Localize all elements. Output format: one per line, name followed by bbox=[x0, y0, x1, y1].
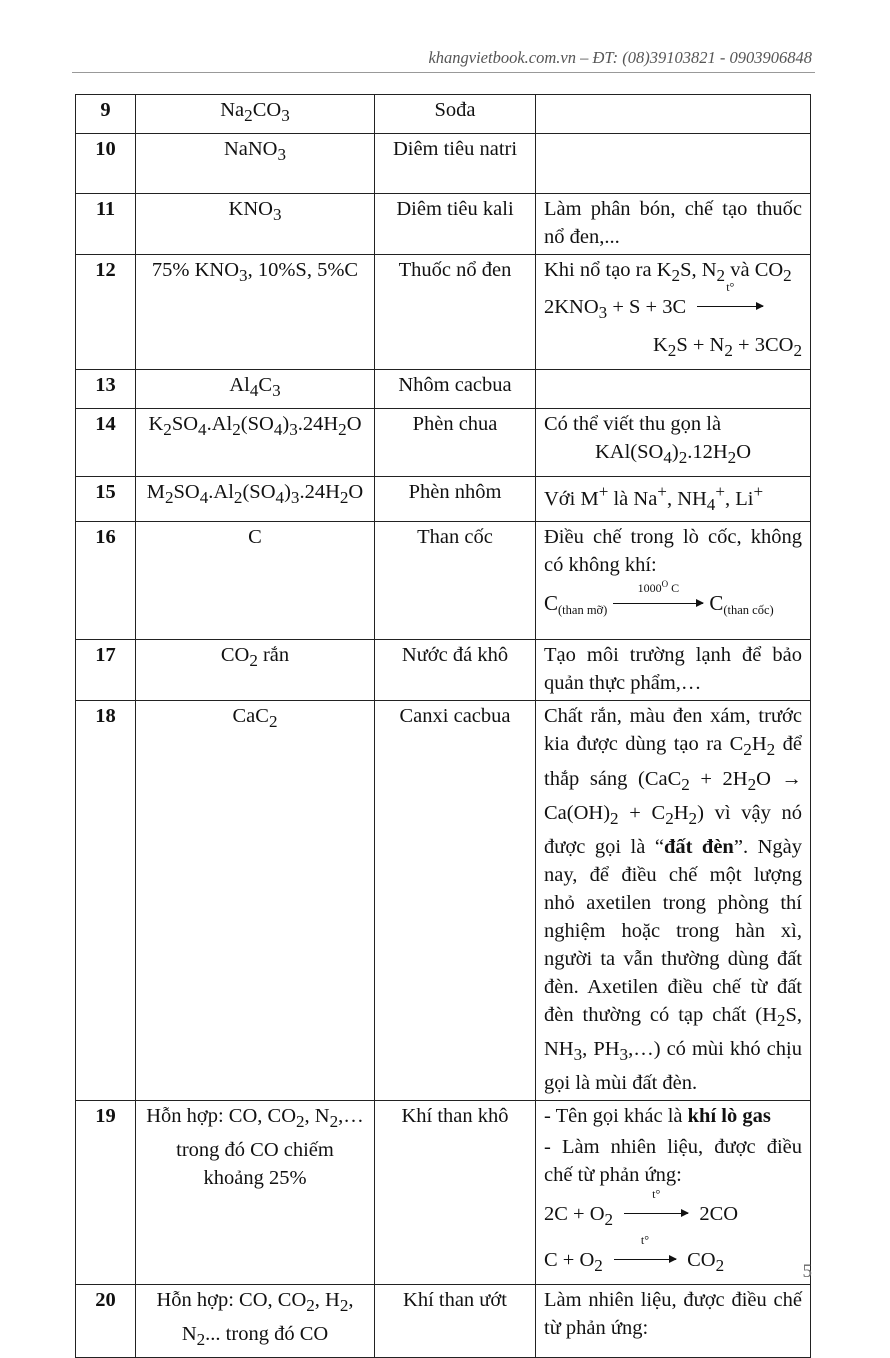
row-number: 10 bbox=[76, 134, 136, 194]
table-row bbox=[76, 1285, 811, 1358]
common-name: Diêm tiêu kali bbox=[375, 194, 536, 255]
header-rule bbox=[72, 72, 815, 73]
note bbox=[536, 1100, 811, 1284]
composition-d: ... trong đó CO bbox=[205, 1323, 329, 1346]
note-p5: …) có mùi khó chịu gọi là mùi đất đèn. bbox=[544, 1037, 802, 1094]
table-row bbox=[76, 640, 811, 701]
common-name: Khí than ướt bbox=[375, 1285, 536, 1358]
arrow-label: t° bbox=[726, 280, 735, 295]
common-name: Nhôm cacbua bbox=[375, 370, 536, 409]
note bbox=[536, 134, 811, 194]
note-c: và CO bbox=[725, 259, 784, 282]
note: Chất rắn, màu đen xám, trước kia được dùng tạo ra $C_2H_2$ để thắp sáng $(CaC_2 + 2H_2O \to Ca(OH)_2 + C_2H_2)$ vì vậy nó được gọi là “đất đèn”. Ngày nay, để điều chế một lượng nhỏ axetilen trong phòng thí nghiệm hoặc trong hàn xì, người ta vẫn thường dùng đất đèn. Axetilen điều chế từ đất đèn thường có tạp chất ($H_2S$, $NH_3$, $PH_3,\dots$) có mùi khó chịu gọi là mùi đất đèn. bbox=[536, 701, 811, 1100]
note-line1: - Tên gọi khác là bbox=[544, 1104, 688, 1127]
page-number: 5 bbox=[802, 1261, 812, 1282]
row-number: 18 bbox=[76, 701, 136, 1100]
note-p2: để thắp sáng (CaC bbox=[544, 733, 802, 790]
common-name: Thuốc nổ đen bbox=[375, 255, 536, 370]
reaction-equation: $2KNO_3 + S + 3C$ t° bbox=[544, 292, 802, 328]
note-d: , Li bbox=[724, 487, 754, 510]
note: Tạo môi trường lạnh để bảo quản thực phẩm,… bbox=[536, 640, 811, 701]
formula: Hỗn hợp: CO, $CO_2$, $H_2$, $N_2$... trong đó CO bbox=[136, 1285, 375, 1358]
common-name: Sođa bbox=[375, 95, 536, 134]
row-number: 15 bbox=[76, 476, 136, 522]
reaction-arrow bbox=[697, 280, 763, 322]
common-name: Khí than khô bbox=[375, 1100, 536, 1284]
row-number: 20 bbox=[76, 1285, 136, 1358]
note: Làm phân bón, chế tạo thuốc nổ đen,... bbox=[536, 194, 811, 255]
note-b: S, N bbox=[680, 259, 717, 282]
page-header: khangvietbook.com.vn – ĐT: (08)39103821 - 0903906848 bbox=[428, 48, 812, 67]
formula-suffix: rắn bbox=[257, 644, 290, 667]
reaction-arrow bbox=[613, 579, 703, 617]
note-a: Với M bbox=[544, 487, 599, 510]
formula: $K_2SO_4.Al_2(SO_4)_3.24H_2O$ bbox=[136, 409, 375, 476]
common-name: Canxi cacbua bbox=[375, 701, 536, 1100]
formula: $Al_4C_3$ bbox=[136, 370, 375, 409]
row-number: 19 bbox=[76, 1100, 136, 1284]
note-p4: ”. Ngày nay, để điều chế một lượng nhỏ axetilen trong phòng thí nghiệm hoặc trong hàn xì, người ta vẫn thường dùng đất đèn. Axetilen điều chế từ đất đèn thường có tạp chất (H bbox=[544, 835, 802, 1026]
reaction-products: $K_2S + N_2 + 3CO_2$ bbox=[652, 334, 802, 361]
formula: $KNO_3$ bbox=[136, 194, 375, 255]
composition-c: ,… trong đó CO chiếm khoảng 25% bbox=[176, 1104, 364, 1190]
composition-b: , N bbox=[304, 1104, 330, 1127]
note: Khi nổ tạo ra $K_2S$, $N_2$ và $CO_2$ $2KNO_3 + S + 3C$ t° $K_2S + N_2 + 3CO_2$ bbox=[536, 255, 811, 370]
note bbox=[536, 522, 811, 640]
composition-a: Hỗn hợp: CO, CO bbox=[156, 1289, 307, 1312]
table-row bbox=[76, 409, 811, 476]
row-number: 9 bbox=[76, 95, 136, 134]
formula: $M_2SO_4.Al_2(SO_4)_3.24H_2O$ bbox=[136, 476, 375, 522]
arrow-label: t° bbox=[640, 1233, 650, 1248]
subscript-from: (than mỡ) bbox=[558, 603, 608, 618]
note bbox=[536, 409, 811, 476]
common-name: Phèn nhôm bbox=[375, 476, 536, 522]
note-line2: - Làm nhiên liệu, được điều chế từ phản ứng: bbox=[544, 1135, 802, 1186]
nomenclature-table bbox=[75, 94, 811, 1358]
reaction-arrow bbox=[624, 1186, 688, 1229]
note-p3: ) vì vậy nó được gọi là “ bbox=[544, 801, 802, 858]
table-row bbox=[76, 370, 811, 409]
table-row bbox=[76, 95, 811, 134]
note-text: Có thể viết thu gọn là bbox=[544, 413, 722, 436]
note-p1: Chất rắn, màu đen xám, trước kia được dùng tạo ra C bbox=[544, 705, 802, 756]
composition-b: , 10%S, 5%C bbox=[247, 259, 359, 282]
row-number: 14 bbox=[76, 409, 136, 476]
reaction-equation-2: $C + O_2$ t° $CO_2$ bbox=[544, 1233, 725, 1276]
composition-a: 75% KNO bbox=[151, 259, 240, 282]
note: Làm nhiên liệu, được điều chế từ phản ứng: bbox=[536, 1285, 811, 1358]
reaction-equation-1: $2C + O_2$ t° 2CO bbox=[544, 1186, 739, 1230]
table-row bbox=[76, 134, 811, 194]
note-b: là Na bbox=[608, 487, 658, 510]
arrow-label: $1000^O$ C bbox=[637, 579, 680, 596]
row-number: 11 bbox=[76, 194, 136, 255]
formula: $CO_2$ rắn bbox=[136, 640, 375, 701]
note: Với M+ là Na+, $NH_4^+$, Li+ bbox=[536, 476, 811, 522]
table-row bbox=[76, 522, 811, 640]
common-name: Phèn chua bbox=[375, 409, 536, 476]
formula: 75% $KNO_3$, 10%S, 5%C bbox=[136, 255, 375, 370]
row-number: 13 bbox=[76, 370, 136, 409]
formula: NaNO$_3$ bbox=[136, 134, 375, 194]
row-number: 12 bbox=[76, 255, 136, 370]
arrow-unit: C bbox=[671, 581, 680, 596]
note-bold: đất đèn bbox=[663, 835, 734, 858]
short-formula: $KAl(SO_4)_2.12H_2O$ bbox=[594, 441, 752, 468]
table-row bbox=[76, 1100, 811, 1284]
table-row bbox=[76, 701, 811, 1100]
table-row bbox=[76, 476, 811, 522]
subscript-to: (than cốc) bbox=[723, 603, 774, 618]
formula: C bbox=[136, 522, 375, 640]
note-a: Khi nổ tạo ra K bbox=[544, 259, 672, 282]
row-number: 17 bbox=[76, 640, 136, 701]
note-line1-bold: khí lò gas bbox=[687, 1104, 771, 1127]
formula: $Na_2CO_3$ bbox=[136, 95, 375, 134]
composition-c: , N bbox=[181, 1289, 354, 1346]
formula: CaC$_2$ bbox=[136, 701, 375, 1100]
common-name: Nước đá khô bbox=[375, 640, 536, 701]
table-row bbox=[76, 255, 811, 370]
coking-equation: C(than mỡ) $1000^O$ C C(than cốc) bbox=[544, 579, 774, 618]
common-name: Than cốc bbox=[375, 522, 536, 640]
reaction-arrow bbox=[614, 1233, 676, 1275]
note bbox=[536, 370, 811, 409]
composition-a: Hỗn hợp: CO, CO bbox=[146, 1104, 296, 1127]
composition-b: , H bbox=[314, 1289, 340, 1312]
formula: Hỗn hợp: CO, $CO_2$, $N_2,\dots$ trong đó CO chiếm khoảng 25% bbox=[136, 1100, 375, 1284]
arrow-label: t° bbox=[652, 1186, 661, 1201]
note bbox=[536, 95, 811, 134]
note-c: , NH bbox=[666, 487, 707, 510]
arrow-temp: 1000 bbox=[637, 581, 662, 596]
row-number: 16 bbox=[76, 522, 136, 640]
common-name: Diêm tiêu natri bbox=[375, 134, 536, 194]
note-text: Điều chế trong lò cốc, không có không khí: bbox=[544, 526, 802, 577]
table-row bbox=[76, 194, 811, 255]
